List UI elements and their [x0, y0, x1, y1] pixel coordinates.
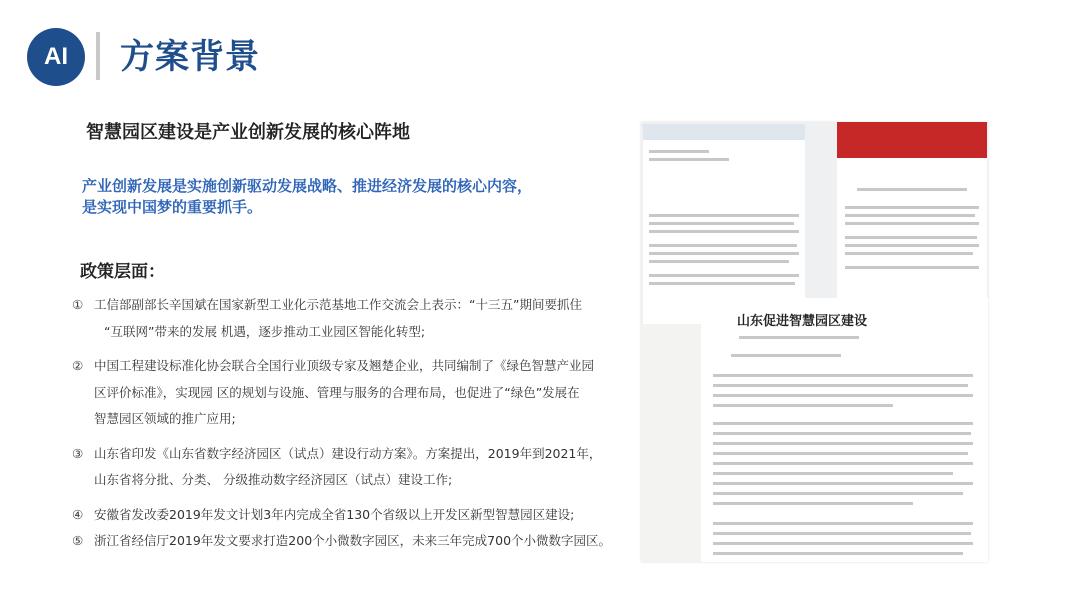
policy-number: ④	[72, 506, 84, 522]
policy-line: 山东省印发《山东省数字经济园区（试点）建设行动方案》。方案提出，2019年到2021年，	[94, 445, 602, 461]
highlight-line-2: 是实现中国梦的重要抓手。	[82, 198, 263, 216]
newspaper-page-left	[643, 124, 805, 324]
page-title: 方案背景	[120, 37, 260, 77]
policy-line: 区评价标准》，实现园 区的规划与设施、管理与服务的合理布局，也促进了“绿色”发展在	[94, 384, 580, 400]
policy-line: 安徽省发改委2019年发文计划3年内完成全省130个省级以上开发区新型智慧园区建设;	[94, 506, 575, 522]
policy-item-1	[72, 292, 612, 345]
policy-heading: 政策层面：	[80, 262, 165, 282]
policy-number: ⑤	[72, 533, 84, 548]
policy-item-4	[72, 502, 612, 529]
article-title: 山东促进智慧园区建设	[737, 314, 868, 329]
policy-line: 山东省将分批、分类、 分级推动数字经济园区（试点）建设工作;	[94, 472, 453, 487]
newspaper-article	[701, 298, 988, 562]
policy-item-5	[72, 528, 612, 555]
policy-item-2	[72, 353, 612, 433]
policy-number: ②	[72, 358, 84, 373]
section-heading: 智慧园区建设是产业创新发展的核心阵地	[86, 122, 410, 143]
policy-line: “互联网”带来的发展 机遇，逐步推动工业园区智能化转型;	[104, 323, 426, 339]
policy-item-3	[72, 441, 612, 494]
highlight-text	[82, 176, 622, 218]
title-divider	[96, 32, 100, 80]
policy-number: ③	[72, 445, 84, 461]
highlight-line-1: 产业创新发展是实施创新驱动发展战略、推进经济发展的核心内容，	[82, 177, 533, 195]
newspaper-clipping-image	[641, 122, 988, 562]
policy-line: 浙江省经信厅2019年发文要求打造200个小微数字园区，未来三年完成700个小微数字园区。	[94, 533, 612, 548]
ai-logo: AI	[27, 28, 85, 86]
policy-line: 工信部副部长辛国斌在国家新型工业化示范基地工作交流会上表示：“十三五”期间要抓住	[94, 297, 582, 312]
policy-line: 智慧园区领域的推广应用;	[94, 411, 236, 426]
policy-number: ①	[72, 297, 84, 312]
policy-line: 中国工程建设标准化协会联合全国行业顶级专家及翘楚企业，共同编制了《绿色智慧产业园	[94, 358, 595, 373]
policy-list	[72, 292, 612, 555]
